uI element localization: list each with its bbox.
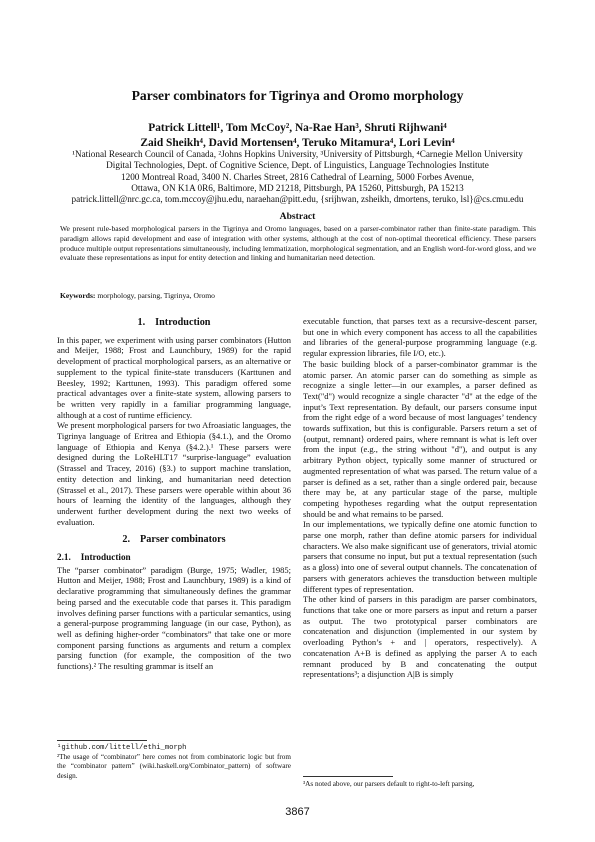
implementation-paragraph: In our implementations, we typically define one atomic function to parse one morph, rather than define atomic parsers for individual characters. We also make significant use of generators, trivial atomic parsers that consume no input, but put a textual representation (such as a gloss) into one of several output channels. The concatenation of parsers with generators achieves the transduction between multiple different types of representation. (303, 519, 537, 594)
section-number: 2. (122, 534, 131, 546)
subsection-title: Introduction (80, 552, 131, 563)
paper-title: Parser combinators for Tigrinya and Oromo morphology (131, 88, 464, 103)
affiliation-line-3: 1200 Montreal Road, 3400 N. Charles Street, 2816 Cathedral of Learning, 5000 Forbes Avenue, (121, 171, 474, 182)
abstract-heading: Abstract (279, 211, 316, 222)
left-column (57, 316, 291, 672)
author-list (40, 121, 555, 151)
footnote-3: ³As noted above, our parsers default to right-to-left parsing, (303, 780, 475, 788)
keywords (60, 291, 536, 300)
page-number: 3867 (285, 806, 310, 818)
combinators-paragraph: The other kind of parsers in this paradigm are parser combinators, functions that take one or more parsers as input and return a parser as output. The two prototypical parser combinators are concatenation and disjunction (implemented in our system by overloading Python’s + and | operators, respectively). A concatenation A+B is defined as applying the parser A to each remnant produced by B and concatenating the output representations³; a disjunction A|B is simply (303, 594, 537, 680)
affiliation-line-1: ¹National Research Council of Canada, ²Johns Hopkins University, ³University of Pittsburgh, ⁴Carnegie Mellon University (72, 149, 523, 159)
section-heading-parser-combinators (57, 535, 291, 546)
section-title: Introduction (155, 317, 211, 328)
section-heading-introduction (57, 318, 291, 329)
right-column (303, 316, 537, 680)
authors-line-1: Patrick Littell¹, Tom McCoy², Na-Rae Han³, Shruti Rijhwani⁴ (148, 122, 447, 134)
affiliation-line-2: Digital Technologies, Dept. of Cognitive Science, Dept. of Linguistics, Language Technologies Institute (106, 160, 489, 171)
affiliations (30, 149, 565, 205)
footnote-rule (303, 776, 393, 777)
footnote-rule (57, 740, 147, 741)
authors-line-2: Zaid Sheikh⁴, David Mortensen⁴, Teruko Mitamura⁴, Lori Levin⁴ (140, 137, 455, 149)
subsection-heading (57, 552, 291, 563)
abstract-text: We present rule-based morphological parsers in the Tigrinya and Oromo languages, based on a parser-combinator rather than finite-state paradigm. This paradigm allows rapid development and ease of integration with other systems, although at the cost of non-optimal theoretical efficiency. These parsers produce multiple output representations simultaneously, including lemmatization, morphological segmentation, and an English word-for-word gloss, and we evaluate these representations as input for entity detection and linking and humanitarian need detection. (60, 224, 536, 263)
affiliation-line-4: Ottawa, ON K1A 0R6, Baltimore, MD 21218, Pittsburgh, PA 15260, Pittsburgh, PA 15213 (131, 182, 464, 193)
parser-combinator-paragraph: The “parser combinator” paradigm (Burge, 1975; Wadler, 1985; Hutton and Meijer, 1988; Frost and Launchbury, 1989) is a kind of declarative programming that simultaneously defines the grammar being parsed and the executable code that parses it. This paradigm involves defining parser functions with a particular semantics, using a general-purpose programming language (in our case, Python), as well as defining higher-order “combinators” that take one or more component parsing functions as arguments and return a complex parsing function (for example, the composition of the two functions).² The resulting grammar is itself an (57, 564, 291, 672)
intro-paragraph-2: We present morphological parsers for two Afroasiatic languages, the Tigrinya language of Eritrea and Ethiopia (§4.1.), and the Oromo language of Ethiopia and Kenya (§4.2.).¹ These parsers were designed during the LoReHLT17 “surprise-language” evaluation (Strassel and Tracey, 2016) (§3.) to support machine translation, entity detection and linking, and humanitarian need detection (Strassel et al., 2017). These parsers were operable within about 36 hours of learning the identity of the languages, although they underwent further development during the next two weeks of evaluation. (57, 420, 291, 527)
keywords-text: morphology, parsing, Tigrinya, Oromo (95, 291, 215, 300)
intro-paragraph-1: In this paper, we experiment with using parser combinators (Hutton and Meijer, 1988; Frost and Launchbury, 1989) for the rapid development of practical morphological parsers, as an alternative or supplement to the typical finite-state transducers (Karttunen and Beesley, 1992; Karttunen, 1993). This paradigm offered some practical advantages over a finite-state system, allowing parsers to be written very rapidly in a familiar programming language, although at a cost of runtime efficiency. (57, 334, 291, 420)
right-footnotes (303, 776, 537, 789)
subsection-number: 2.1. (57, 552, 71, 563)
section-number: 1. (137, 317, 146, 328)
atomic-parser-paragraph: The basic building block of a parser-combinator grammar is the atomic parser. An atomic parser can do something as simple as recognize a single letter—in our examples, a parser defined as Text("d") would recognize a single character "d" at the edge of the input’s Text representation. By default, our parsers consume input from the right edge of a word because of most languages’ tendency towards suffixation, but this is configurable. Parsers return a set of ⟨output, remnant⟩ ordered pairs, where remnant is what is left over from the input (e.g., the string without "d"), and output is any arbitrary Python object, typically some manner of structured or augmented representation of what was parsed. The return value of a parser is defined as a set, rather than a single ordered pair, because there may be, at any particular stage of the parse, multiple competing hypotheses regarding what the output representation should be and what remains to be parsed. (303, 358, 537, 519)
footnote-1: ¹github.com/littell/ethi_morph (57, 744, 187, 752)
footnote-2: ²The usage of “combinator” here comes not from combinatoric logic but from the “combinator pattern” (wiki.haskell.org/Combinator_pattern) of software design. (57, 753, 291, 780)
keywords-label: Keywords: (60, 291, 96, 300)
section-title: Parser combinators (140, 534, 226, 546)
left-footnotes (57, 740, 291, 781)
author-emails: patrick.littell@nrc.gc.ca, tom.mccoy@jhu.edu, naraehan@pitt.edu, {srijhwan, zsheikh, dmortens, teruko, lsl}@cs.cmu.edu (71, 194, 524, 205)
continuation-paragraph: executable function, that parses text as a recursive-descent parser, but one in which every component has access to all the capabilities and libraries of the general-purpose programming language (e.g. regular expression libraries, file I/O, etc.). (303, 316, 537, 359)
